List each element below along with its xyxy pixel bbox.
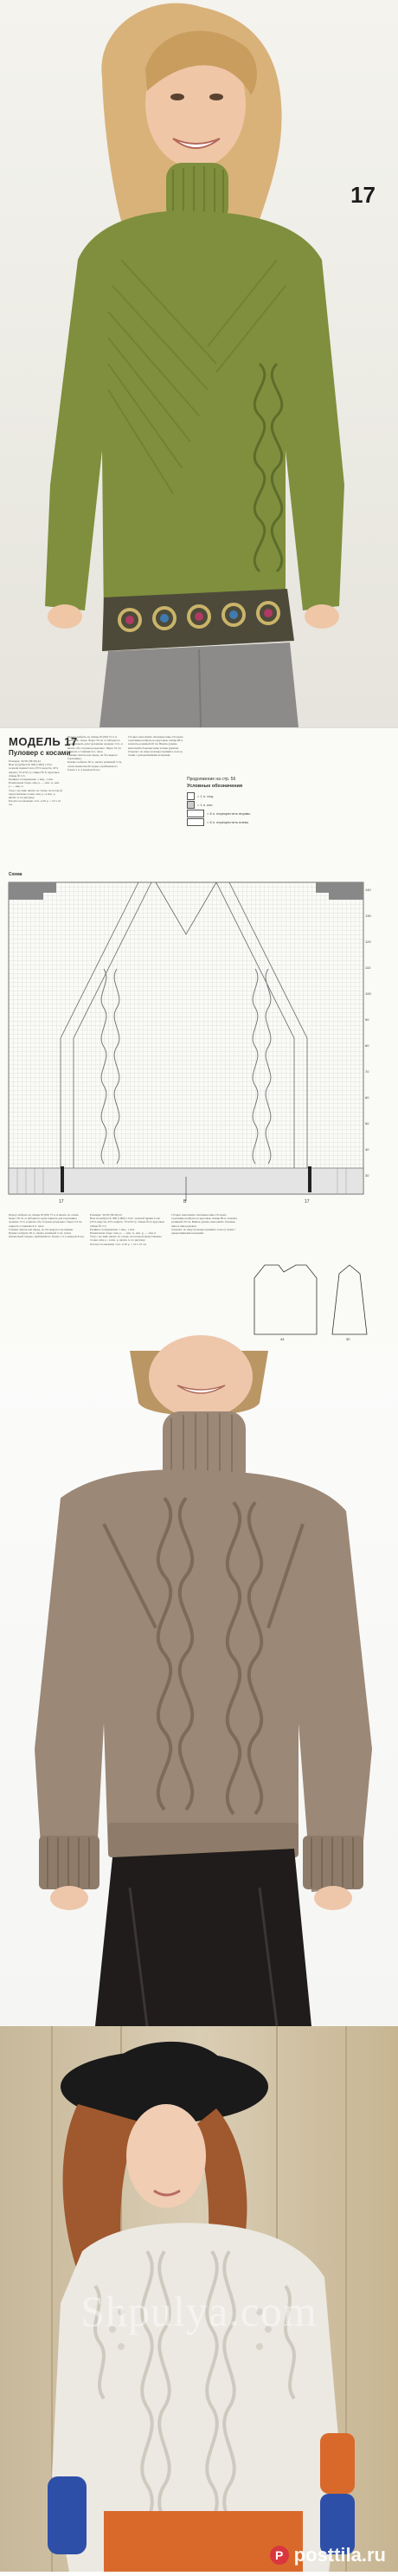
watermark-shpulya: Shpulya.com xyxy=(80,2287,318,2335)
svg-text:30: 30 xyxy=(346,1337,350,1341)
beige-sweater-illustration xyxy=(0,1351,398,2026)
svg-text:90: 90 xyxy=(365,1017,369,1022)
svg-text:100: 100 xyxy=(365,991,371,996)
purl-stitch-icon xyxy=(187,801,195,809)
model-subtitle: Пуловер с косами xyxy=(9,749,71,757)
legend-item: = 1 п. лиц. xyxy=(187,792,214,800)
legend-item: = 6 п. перекрестить вправо xyxy=(187,810,250,817)
instructions-column-6: Сборка: выполнить плечевые швы. По краю горловины набрать на круговые спицы 80 п. и вязать резинкой 20 см. Вшить рукава, выполнить боковые швы и швы рукавов. Отделка: по низу пуловера пришить полосу ткани с декоративными кольцами. xyxy=(171,1213,238,1236)
knit-stitch-icon xyxy=(187,792,195,800)
continuation-note: Продолжение на стр. 56 xyxy=(187,777,236,782)
svg-text:80: 80 xyxy=(365,1043,369,1048)
garment-schematic xyxy=(246,1248,376,1343)
chart-right-mark: 17 xyxy=(305,1199,310,1204)
svg-text:50: 50 xyxy=(365,1121,369,1126)
legend-item: = 6 п. перекрестить влево xyxy=(187,818,248,826)
knitting-pattern-page xyxy=(0,727,398,1352)
svg-text:110: 110 xyxy=(365,965,371,970)
legend-title: Условные обозначения xyxy=(187,784,243,789)
chart-left-mark: 17 xyxy=(59,1199,64,1204)
cable-left-icon xyxy=(187,818,204,826)
green-sweater-illustration xyxy=(0,0,398,727)
chart-center-mark: B xyxy=(183,1199,187,1204)
instructions-column-1: Размеры: 34/36 (38/40) 42 Вам потребуется: 800 (1000) 1150 г зеленой пряжи Сепо (55% шерсти, 45% акрила, 70 м/50 г); спицы № 6; круговые спицы № 5,5. Резинка: попеременно 1 лиц., 1 изн. Изнаночная гладь: лиц. р. — изн. п., изн. р. — лиц. п. Узор с косами: вязать по схеме, на которой представлены только лиц. р.; в изн. р. вязать п. по рисунку. Плотность вязания: 14 п. и 20 р. = 10 х 10 см. xyxy=(9,759,62,807)
svg-text:40: 40 xyxy=(365,1147,369,1152)
model-number: 17 xyxy=(350,182,376,208)
posttila-logo-icon: P xyxy=(270,2546,289,2565)
svg-text:60: 60 xyxy=(365,1095,369,1100)
svg-text:30: 30 xyxy=(365,1173,369,1178)
instructions-column-5: Размеры: 34/36 (38/40) 42 Вам потребуется: 800 (1000) 1150 г зеленой пряжи Сепо (55% шерсти, 45% акрила, 70 м/50 г); спицы № 6; круговые спицы № 5,5. Резинка: попеременно 1 лиц., 1 изн. Изнаночная гладь: лиц. р. — изн. п., изн. р. — лиц. п. Узор с косами: вязать по схеме, на которой представлены только лиц. р.; в изн. р. вязать п. по рисунку. Плотность вязания: 14 п. и 20 р. = 10 х 10 см. xyxy=(90,1213,165,1246)
cable-right-icon xyxy=(187,810,204,817)
legend-item: = 1 п. изн. xyxy=(187,801,214,809)
knitting-chart xyxy=(9,882,372,1203)
svg-text:140: 140 xyxy=(365,888,371,892)
model-title: МОДЕЛЬ 17 xyxy=(9,735,78,748)
white-cable-sweater-photo xyxy=(0,2026,398,2572)
watermark-posttila: P posttila.ru xyxy=(270,2544,386,2566)
scheme-label: Схема xyxy=(9,872,22,877)
instructions-column-3: Сборка: выполнить плечевые швы. По краю горловины набрать на круговые спицы 80 п. и вязать резинкой 20 см. Вшить рукава, выполнить боковые швы и швы рукавов. Отделка: по низу пуловера пришить полосу ткани с декоративными кольцами. xyxy=(128,735,183,758)
svg-text:70: 70 xyxy=(365,1069,369,1074)
svg-text:130: 130 xyxy=(365,914,371,918)
beige-turtleneck-photo xyxy=(0,1351,398,2026)
green-sweater-photo xyxy=(0,0,398,727)
instructions-column-4: Перед: набрать на спицы 63 (69) 75 п. и вязать по схеме. Через 50 см от наборного края закрыть для горловины средние 13 п. и вязать обе стороны раздельно. Через 54 см закрыть оставшиеся п. плеч. Спинка: вязать как перед, но без выреза горловины. Рукава: набрать 36 п., вязать резинкой 5 см, затем изнаночной гладью, прибавляя по бокам 1 п. в каждом 8-м р. xyxy=(9,1213,85,1239)
svg-text:44: 44 xyxy=(280,1337,285,1341)
instructions-column-2: Перед: набрать на спицы 63 (69) 75 п. и вязать по схеме. Через 50 см от наборного края закрыть для горловины средние 13 п. и вязать обе стороны раздельно. Через 54 см закрыть оставшиеся п. плеч. Спинка: вязать как перед, но без выреза горловины. Рукава: набрать 36 п., вязать резинкой 5 см, затем изнаночной гладью, прибавляя по бокам 1 п. в каждом 8-м р. xyxy=(67,735,123,772)
svg-text:120: 120 xyxy=(365,939,371,944)
